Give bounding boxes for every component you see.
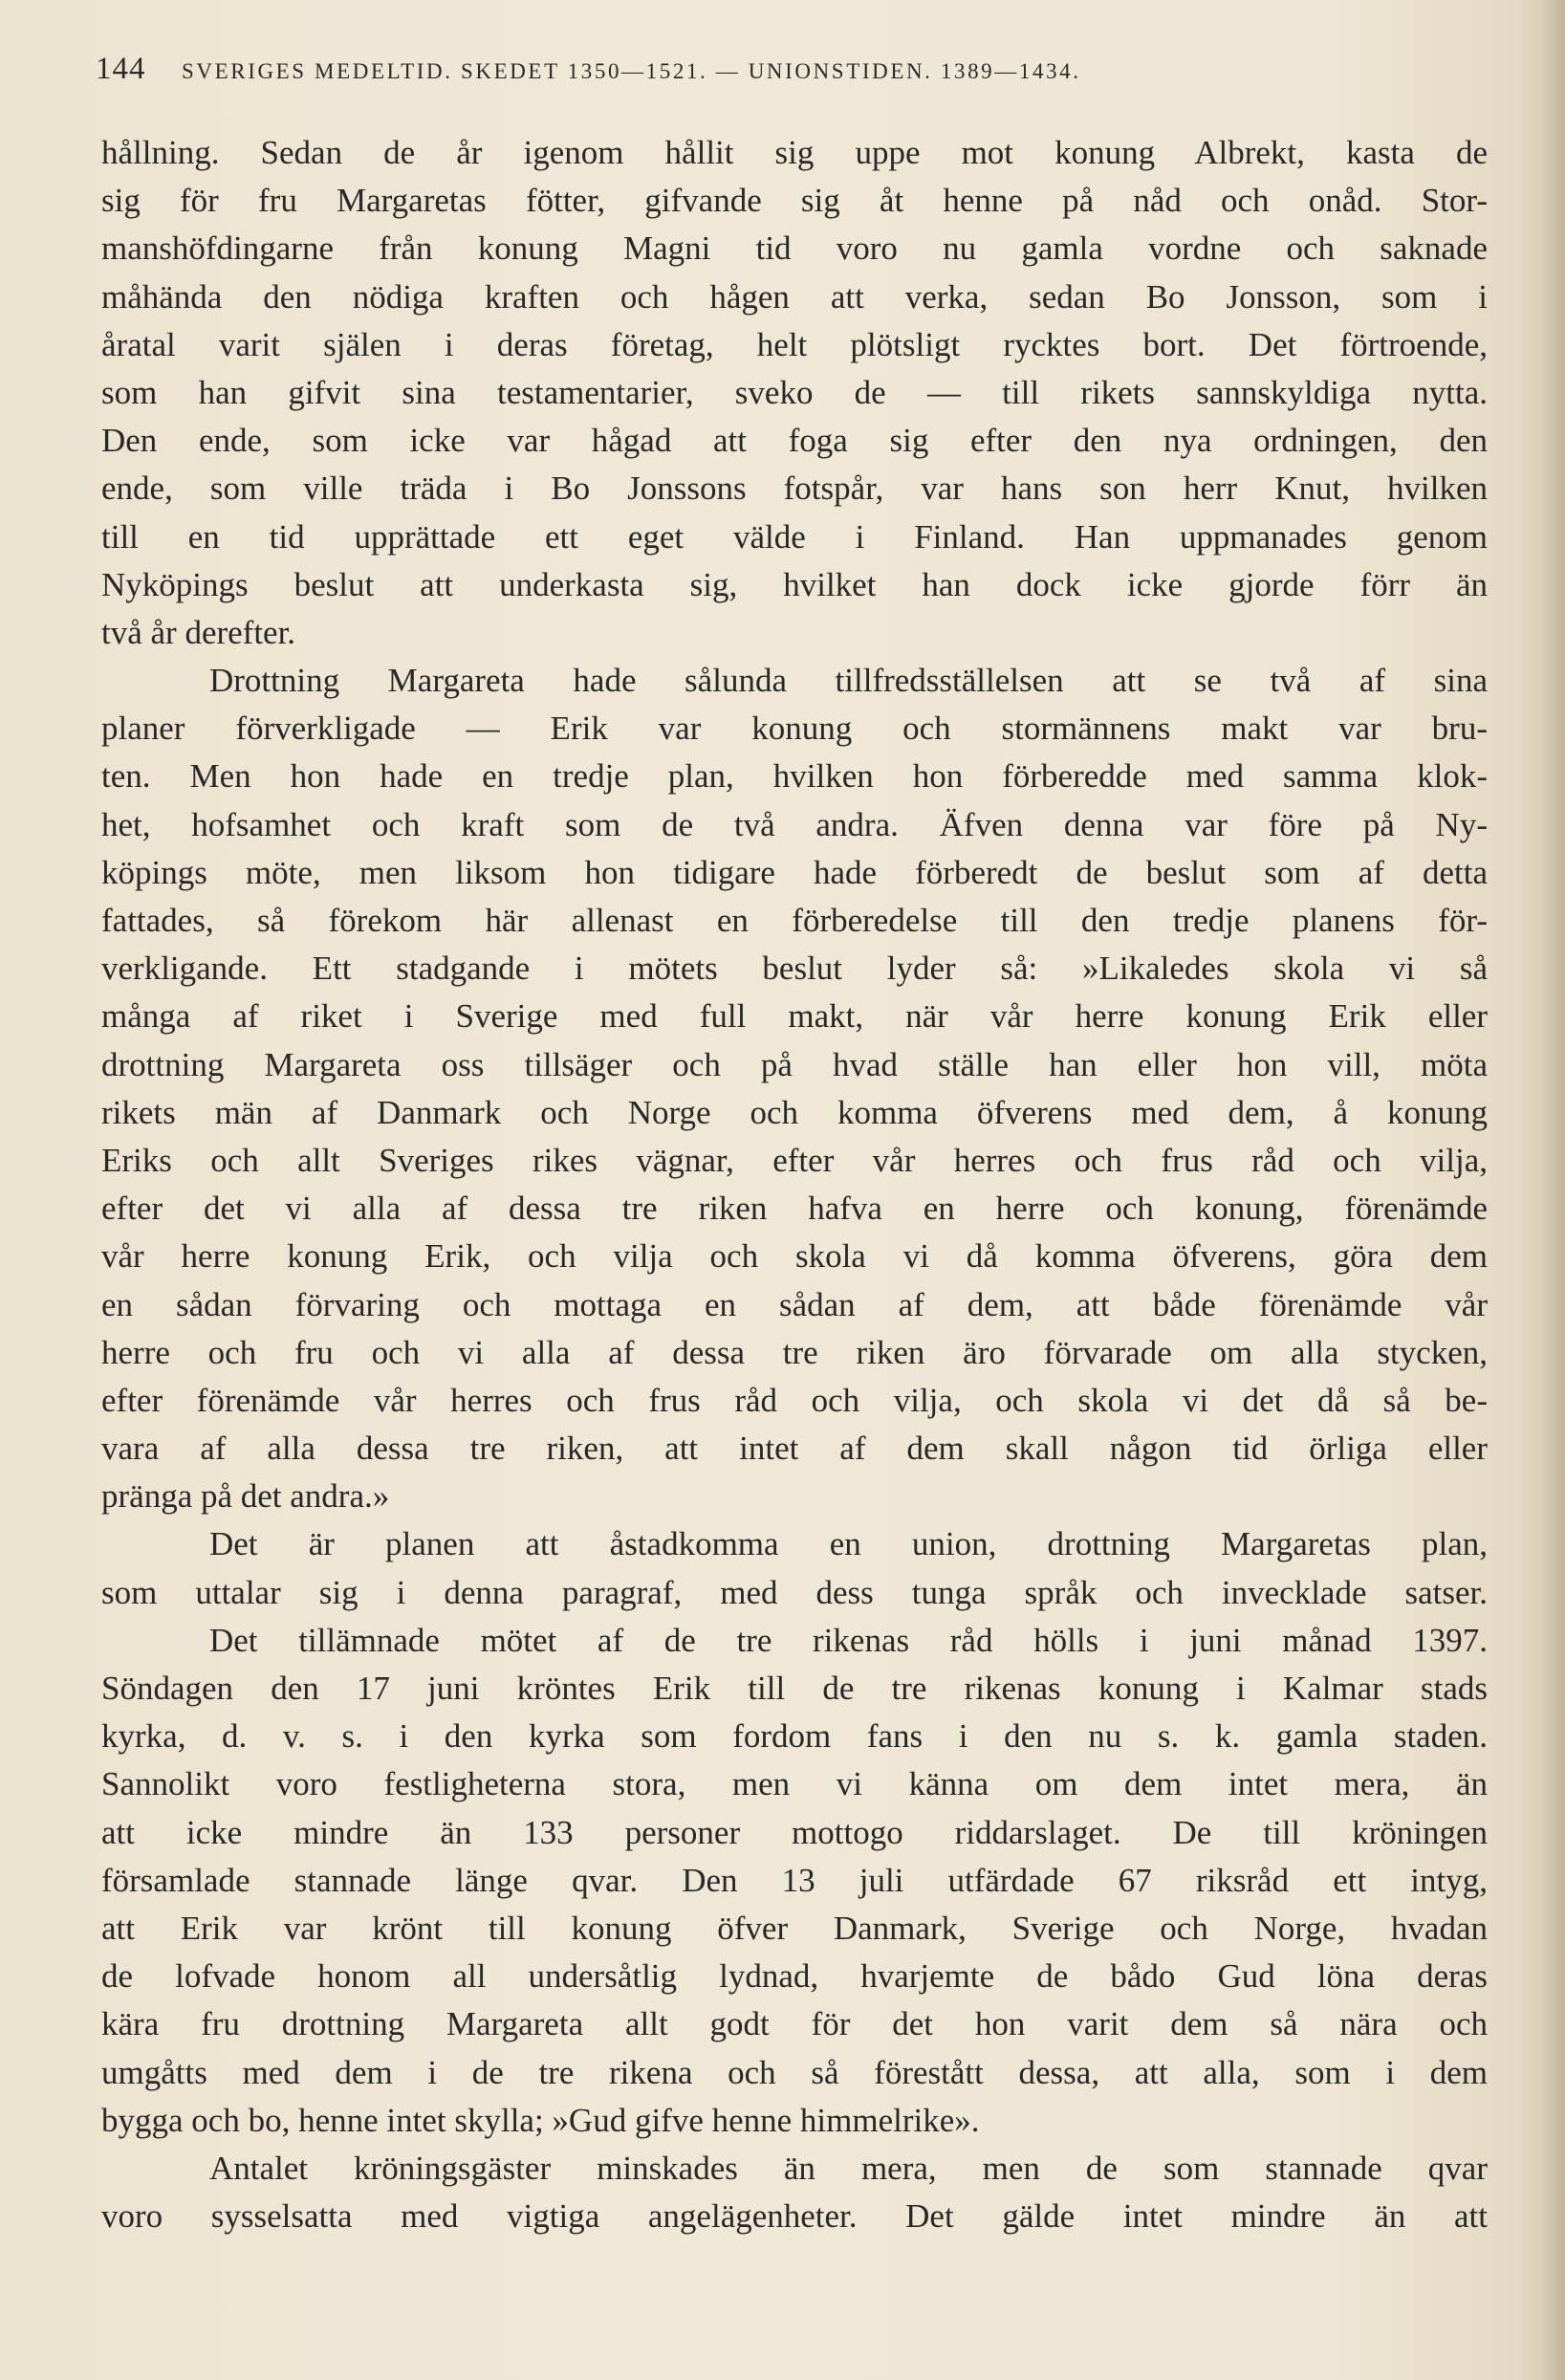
paragraph-start: Antalet kröningsgäster minskades än mera, men de som stannade qvar	[209, 2149, 1488, 2187]
running-head: SVERIGES MEDELTID. SKEDET 1350—1521. — UNIONSTIDEN. 1389—1434.	[182, 59, 1081, 83]
text-line: voro sysselsatta med vigtiga angelägenheter. Det gälde intet mindre än att	[101, 2197, 1488, 2236]
text-line: Nyköpings beslut att underkasta sig, hvilket han dock icke gjorde förr än	[101, 565, 1488, 603]
page-edge-shadow	[1542, 0, 1565, 2380]
paragraph-start: Drottning Margareta hade sålunda tillfredsställelsen att se två af sina	[209, 662, 1488, 700]
text-line: Sannolikt voro festligheterna stora, men vi känna om dem intet mera, än	[101, 1765, 1488, 1803]
text-line: Eriks och allt Sveriges rikes vägnar, efter vår herres och frus råd och vilja,	[101, 1141, 1488, 1179]
text-line: het, hofsamhet och kraft som de två andra. Äfven denna var före på Ny-	[101, 805, 1488, 843]
text-line: fattades, så förekom här allenast en förberedelse till den tredje planens för-	[101, 902, 1488, 939]
text-line: kära fru drottning Margareta allt godt för det hon varit dem så nära och	[101, 2005, 1488, 2043]
text-line: herre och fru och vi alla af dessa tre riken äro förvarade om alla stycken,	[101, 1333, 1488, 1371]
text-line: pränga på det andra.»	[101, 1477, 390, 1516]
text-line: ende, som ville träda i Bo Jonssons fotspår, var hans son herr Knut, hvilken	[101, 469, 1488, 508]
body-text	[101, 129, 1488, 2240]
text-line: drottning Margareta oss tillsäger och på hvad ställe han eller hon vill, möta	[101, 1045, 1488, 1083]
text-line: många af riket i Sverige med full makt, när vår herre konung Erik eller	[101, 997, 1488, 1036]
text-line: församlade stannade länge qvar. Den 13 juli utfärdade 67 riksråd ett intyg,	[101, 1861, 1488, 1899]
text-line: de lofvade honom all undersåtlig lydnad, hvarjemte de bådo Gud löna deras	[101, 1957, 1488, 1996]
text-line: att icke mindre än 133 personer mottogo riddarslaget. De till kröningen	[101, 1813, 1488, 1851]
text-line: som han gifvit sina testamentarier, sveko de — till rikets sannskyldiga nytta.	[101, 373, 1488, 411]
page-header	[96, 50, 1491, 92]
text-line: måhända den nödiga kraften och hågen att verka, sedan Bo Jonsson, som i	[101, 277, 1488, 316]
text-line: köpings möte, men liksom hon tidigare hade förberedt de beslut som af detta	[101, 853, 1488, 891]
text-line: rikets män af Danmark och Norge och komma öfverens med dem, å konung	[101, 1093, 1488, 1131]
text-line: planer förverkligade — Erik var konung och stormännens makt var bru-	[101, 710, 1488, 748]
text-line: kyrka, d. v. s. i den kyrka som fordom fans i den nu s. k. gamla staden.	[101, 1717, 1488, 1756]
text-line: efter förenämde vår herres och frus råd och vilja, och skola vi det då så be-	[101, 1381, 1488, 1419]
text-line: som uttalar sig i denna paragraf, med dess tunga språk och invecklade satser.	[101, 1573, 1488, 1611]
text-line: att Erik var krönt till konung öfver Danmark, Sverige och Norge, hvadan	[101, 1909, 1488, 1947]
text-line: umgåtts med dem i de tre rikena och så förestått dessa, att alla, som i dem	[101, 2053, 1488, 2091]
text-line: ten. Men hon hade en tredje plan, hvilken hon förberedde med samma klok-	[101, 757, 1488, 796]
text-line: en sådan förvaring och mottaga en sådan af dem, att både förenämde vår	[101, 1285, 1488, 1323]
text-line: bygga och bo, henne intet skylla; »Gud gifve henne himmelrike».	[101, 2101, 980, 2139]
text-line: åratal varit själen i deras företag, helt plötsligt rycktes bort. Det förtroende,	[101, 325, 1488, 363]
text-line: två år derefter.	[101, 613, 296, 651]
text-line: Söndagen den 17 juni kröntes Erik till de tre rikenas konung i Kalmar stads	[101, 1670, 1488, 1707]
paragraph-start: Det är planen att åstadkomma en union, drottning Margaretas plan,	[209, 1525, 1488, 1563]
text-line: vara af alla dessa tre riken, att intet af dem skall någon tid örliga eller	[101, 1430, 1488, 1468]
text-line: vår herre konung Erik, och vilja och skola vi då komma öfverens, göra dem	[101, 1237, 1488, 1276]
text-line: hållning. Sedan de år igenom hållit sig uppe mot konung Albrekt, kasta de	[101, 134, 1488, 171]
paragraph-start: Det tillämnade mötet af de tre rikenas råd hölls i juni månad 1397.	[209, 1621, 1488, 1659]
text-line: Den ende, som icke var hågad att foga sig efter den nya ordningen, den	[101, 422, 1488, 460]
text-line: verkligande. Ett stadgande i mötets beslut lyder så: »Likaledes skola vi så	[101, 950, 1488, 988]
text-line: sig för fru Margaretas fötter, gifvande sig åt henne på nåd och onåd. Stor-	[101, 182, 1488, 220]
text-line: efter det vi alla af dessa tre riken hafva en herre och konung, förenämde	[101, 1190, 1488, 1228]
text-line: till en tid upprättade ett eget välde i Finland. Han uppmanades genom	[101, 517, 1488, 556]
page-number: 144	[96, 52, 146, 86]
text-line: manshöfdingarne från konung Magni tid voro nu gamla vordne och saknade	[101, 229, 1488, 268]
